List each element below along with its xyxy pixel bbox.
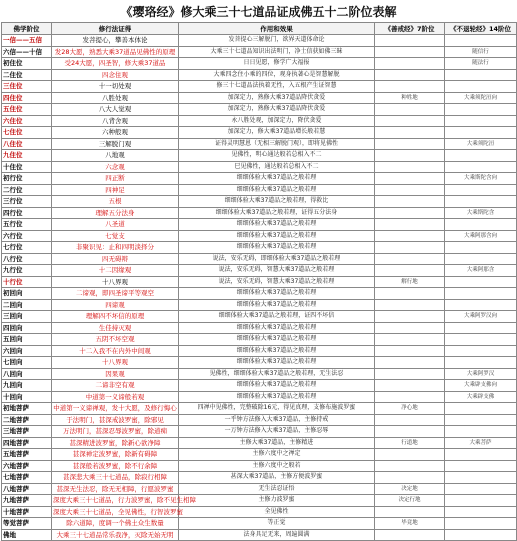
level-cell: 二回向	[2, 299, 52, 311]
level-cell: 三地菩萨	[2, 426, 52, 438]
shanjie-stage-cell	[375, 173, 445, 185]
method-cell: 十八界观	[52, 357, 179, 369]
level-cell: 二地菩萨	[2, 414, 52, 426]
table-row	[2, 311, 517, 323]
table-row	[2, 138, 517, 150]
level-cell: 八地菩萨	[2, 483, 52, 495]
shanjie-stage-cell	[375, 357, 445, 369]
effect-cell: 细细体验大乘37道品之般若理	[179, 391, 375, 403]
shanjie-stage-cell: 种姓地	[375, 92, 445, 104]
effect-cell: 四禅中见佛性，完整破除16元，得见真理，支修布施波罗蜜	[179, 403, 375, 415]
butuilun-stage-cell: 大乘须陀洹	[445, 138, 517, 150]
method-cell: 四谛观	[52, 299, 179, 311]
butuilun-stage-cell	[445, 288, 517, 300]
table-row	[2, 184, 517, 196]
effect-cell: 细细体验大乘37道品之般若理	[179, 380, 375, 392]
method-cell: 除六道障，度调一个佛土众生数量	[52, 518, 179, 530]
level-cell: 六行位	[2, 230, 52, 242]
table-row	[2, 414, 517, 426]
shanjie-stage-cell	[375, 253, 445, 265]
butuilun-stage-cell: 大乘辟支佛向	[445, 380, 517, 392]
shanjie-stage-cell	[375, 127, 445, 139]
level-cell: 二住位	[2, 69, 52, 81]
header-shanjie: 《善戒经》7阶位	[375, 23, 445, 35]
butuilun-stage-cell	[445, 35, 517, 47]
effect-cell: 细细体验大乘37道品之般若理	[179, 173, 375, 185]
level-cell: 五住位	[2, 104, 52, 116]
effect-cell: 细细体验大乘37道品之般若理	[179, 334, 375, 346]
level-cell: 九回向	[2, 380, 52, 392]
effect-cell: 一万钟方法修入大乘37道品，主修忍辱	[179, 426, 375, 438]
butuilun-stage-cell	[445, 483, 517, 495]
level-cell: 七行位	[2, 242, 52, 254]
shanjie-stage-cell: 解行地	[375, 276, 445, 288]
method-cell: 中道第一义谛禅观，发十大愿，及修行悔心	[53, 404, 177, 413]
method-cell: 于法明门，甚深戒波罗蜜，除邪见	[52, 414, 179, 426]
level-cell: 五回向	[2, 334, 52, 346]
method-cell: 甚深禅定波罗蜜，除新有碍障	[52, 449, 179, 461]
method-cell: 甚深悲大乘三十七道品，除寂行相障	[52, 472, 179, 484]
level-cell: 佛地	[2, 529, 52, 541]
method-cell: 深度大乘三十七道品，行力波罗蜜，除不见生相障	[53, 496, 196, 505]
shanjie-stage-cell	[375, 506, 445, 518]
level-cell: 四行位	[2, 207, 52, 219]
table-row	[2, 391, 517, 403]
butuilun-stage-cell	[445, 184, 517, 196]
effect-cell: 加深定力，熟修大乘37道品降伏贪爱	[179, 92, 375, 104]
table-row	[2, 380, 517, 392]
level-cell: 九地菩萨	[2, 495, 52, 507]
level-cell: 五行位	[2, 219, 52, 231]
method-cell: 二谛观，即四圣谛平等观空	[52, 288, 179, 300]
butuilun-stage-cell	[445, 357, 517, 369]
method-cell: 十二入我不在内外中间观	[52, 345, 179, 357]
table-row	[2, 288, 517, 300]
level-cell: 二行位	[2, 184, 52, 196]
shanjie-stage-cell	[375, 46, 445, 58]
level-cell: 八回向	[2, 368, 52, 380]
effect-cell: 一乎钟方法修入大乘37道品，主修持戒	[179, 414, 375, 426]
method-cell: 七觉支	[52, 230, 179, 242]
table-row	[2, 104, 517, 116]
table-row	[2, 242, 517, 254]
method-cell: 发菩提心，攀善本体论	[52, 35, 179, 47]
method-cell: 八地观	[52, 150, 179, 162]
butuilun-stage-cell	[445, 472, 517, 484]
method-cell: 五根	[52, 196, 179, 208]
header-level: 佛学阶位	[2, 23, 52, 35]
level-cell: 初住位	[2, 58, 52, 70]
effect-cell: 说法，安乐无碍，即细体验大乘37道品之般若理	[179, 253, 375, 265]
shanjie-stage-cell	[375, 242, 445, 254]
method-cell: 十二因缘观	[52, 265, 179, 277]
method-cell: 六种般观	[52, 127, 179, 139]
butuilun-stage-cell: 大乘辟支佛	[445, 391, 517, 403]
method-cell: 受24大愿，四圣智，修大乘37道品	[52, 58, 179, 70]
level-cell: 六地菩萨	[2, 460, 52, 472]
table-row	[2, 357, 517, 369]
method-cell: 四神足	[52, 184, 179, 196]
effect-cell: 细细体验大乘37道品之般若理，证得五分法身	[179, 207, 375, 219]
effect-cell: 等正觉	[179, 518, 375, 530]
level-cell: 七回向	[2, 357, 52, 369]
butuilun-stage-cell	[445, 81, 517, 93]
shanjie-stage-cell	[375, 230, 445, 242]
level-cell: 初行位	[2, 173, 52, 185]
shanjie-stage-cell	[375, 414, 445, 426]
table-row	[2, 219, 517, 231]
effect-cell: 细细体验大乘37道品之般若理，得救比	[179, 196, 375, 208]
shanjie-stage-cell	[375, 288, 445, 300]
effect-cell: 甚深大乘37道品，主修方便波罗蜜	[179, 472, 375, 484]
shanjie-stage-cell	[375, 449, 445, 461]
shanjie-stage-cell	[375, 81, 445, 93]
level-cell: 十回向	[2, 391, 52, 403]
butuilun-stage-cell: 大乘阿那含向	[445, 230, 517, 242]
effect-cell: 无生法忍证悟	[179, 483, 375, 495]
shanjie-stage-cell	[375, 345, 445, 357]
butuilun-stage-cell	[445, 529, 517, 541]
butuilun-stage-cell	[445, 345, 517, 357]
table-row	[2, 207, 517, 219]
header-butuilun: 《不退轮经》14阶位	[445, 23, 517, 35]
shanjie-stage-cell	[375, 322, 445, 334]
table-row	[2, 161, 517, 173]
butuilun-stage-cell	[445, 242, 517, 254]
shanjie-stage-cell: 净心地	[375, 403, 445, 415]
method-cell: 甚深精进波罗蜜，除新心欲净障	[52, 437, 179, 449]
butuilun-stage-cell: 随信行	[445, 46, 517, 58]
table-row	[2, 81, 517, 93]
table-row	[2, 449, 517, 461]
shanjie-stage-cell	[375, 380, 445, 392]
level-cell: 四回向	[2, 322, 52, 334]
butuilun-stage-cell: 大乘斯陀含向	[445, 173, 517, 185]
effect-cell: 主修力波罗蜜	[179, 495, 375, 507]
method-cell: 八圣道	[52, 219, 179, 231]
shanjie-stage-cell	[375, 368, 445, 380]
effect-cell: 永八胜处观，加深定力，降伏贪爱	[179, 115, 375, 127]
table-row	[2, 299, 517, 311]
shanjie-stage-cell	[375, 138, 445, 150]
effect-cell: 主修六度中之禅定	[179, 449, 375, 461]
butuilun-stage-cell: 随法行	[445, 58, 517, 70]
method-cell: 四正断	[52, 173, 179, 185]
level-cell: 初回向	[2, 288, 52, 300]
level-cell: 三行位	[2, 196, 52, 208]
level-cell: 四地菩萨	[2, 437, 52, 449]
butuilun-stage-cell	[445, 161, 517, 173]
table-row	[2, 322, 517, 334]
table-row	[2, 495, 517, 507]
shanjie-stage-cell	[375, 161, 445, 173]
effect-cell: 法身具足无来，周遍圆满	[179, 529, 375, 541]
effect-cell: 细细体验大乘37道品之般若理	[179, 345, 375, 357]
method-cell: 十一切处观	[52, 81, 179, 93]
level-cell: 六信——十信	[2, 46, 52, 58]
effect-cell: 说法，安乐无碍，智慧大乘37道品之般若理	[179, 265, 375, 277]
method-cell: 深度大乘三十七道品，全见佛性，行智波罗蜜	[53, 507, 183, 516]
table-row	[2, 173, 517, 185]
butuilun-stage-cell	[445, 322, 517, 334]
table-row	[2, 58, 517, 70]
table-row	[2, 265, 517, 277]
butuilun-stage-cell	[445, 518, 517, 530]
butuilun-stage-cell	[445, 127, 517, 139]
method-cell: 五阴不坏空观	[52, 334, 179, 346]
shanjie-stage-cell: 毕竟地	[375, 518, 445, 530]
method-cell: 中道第一义谛般若观	[52, 391, 179, 403]
shanjie-stage-cell	[375, 196, 445, 208]
table-row	[2, 460, 517, 472]
shanjie-stage-cell	[375, 115, 445, 127]
method-cell: 生佳持灭观	[52, 322, 179, 334]
shanjie-stage-cell	[375, 207, 445, 219]
shanjie-stage-cell	[375, 472, 445, 484]
effect-cell: 细细体验大乘37道品之般若理	[179, 288, 375, 300]
level-cell: 四住位	[2, 92, 52, 104]
butuilun-stage-cell	[445, 299, 517, 311]
method-cell: 三解脱门观	[52, 138, 179, 150]
table-row	[2, 403, 517, 415]
method-cell: 甚深无生法忍，除无无相障，行愿波罗蜜	[52, 483, 179, 495]
butuilun-stage-cell: 大乘斯陀含	[445, 207, 517, 219]
butuilun-stage-cell	[445, 150, 517, 162]
butuilun-stage-cell	[445, 495, 517, 507]
method-cell: 因果观	[52, 368, 179, 380]
effect-cell: 日日见愿，修学广大福报	[179, 58, 375, 70]
effect-cell: 见佛性，细细体验大乘37道品之般若理，无生法忍	[179, 368, 375, 380]
effect-cell: 巳见佛性，通达般若总相入不二	[179, 161, 375, 173]
butuilun-stage-cell: 大乘菩萨	[445, 437, 517, 449]
level-cell: 八住位	[2, 138, 52, 150]
level-cell: 九住位	[2, 150, 52, 162]
level-cell: 三住位	[2, 81, 52, 93]
method-cell: 理解四不坏信的原理	[52, 311, 179, 323]
effect-cell: 全见佛性	[179, 506, 375, 518]
butuilun-stage-cell	[445, 69, 517, 81]
table-body	[2, 35, 517, 541]
shanjie-stage-cell	[375, 265, 445, 277]
butuilun-stage-cell	[445, 506, 517, 518]
level-cell: 六回向	[2, 345, 52, 357]
butuilun-stage-cell	[445, 414, 517, 426]
method-cell: 八大人觉观	[52, 104, 179, 116]
shanjie-stage-cell: 决定行地	[375, 495, 445, 507]
butuilun-stage-cell	[445, 219, 517, 231]
shanjie-stage-cell	[375, 334, 445, 346]
table-row	[2, 506, 517, 518]
method-cell: 二谛非空有观	[52, 380, 179, 392]
method-cell: 发28大愿，熟悉大乘37道品见佛性的原理	[52, 46, 179, 58]
butuilun-stage-cell	[445, 460, 517, 472]
effect-cell: 见佛性，明心通达般若总相入不二	[179, 150, 375, 162]
table-row	[2, 426, 517, 438]
table-row	[2, 334, 517, 346]
level-cell: 九行位	[2, 265, 52, 277]
table-row	[2, 518, 517, 530]
header-row	[2, 23, 517, 35]
level-cell: 初地菩萨	[2, 403, 52, 415]
level-cell: 十住位	[2, 161, 52, 173]
shanjie-stage-cell	[375, 150, 445, 162]
effect-cell: 说法，安乐无碍，智慧大乘37道品之般若理	[179, 276, 375, 288]
butuilun-stage-cell	[445, 426, 517, 438]
table-row	[2, 35, 517, 47]
shanjie-stage-cell	[375, 460, 445, 472]
effect-cell: 主修六度中之般若	[179, 460, 375, 472]
method-cell: 四念住观	[52, 69, 179, 81]
method-cell: 万法明门，甚深忍辱波罗蜜，除道痴	[52, 426, 179, 438]
butuilun-stage-cell	[445, 104, 517, 116]
effect-cell: 大乘四念住小乘的四位，观身执著心是智慧解脱	[179, 69, 375, 81]
table-row	[2, 276, 517, 288]
butuilun-stage-cell: 大乘阿罗汉	[445, 368, 517, 380]
effect-cell: 细细体验大乘37道品之般若理	[179, 184, 375, 196]
table-row	[2, 115, 517, 127]
table-row	[2, 46, 517, 58]
method-cell: 非聚识见：止和四明淡择分	[52, 242, 179, 254]
shanjie-stage-cell	[375, 69, 445, 81]
table-row	[2, 437, 517, 449]
effect-cell: 细细体验大乘37道品之般若理	[179, 230, 375, 242]
level-cell: 等觉菩萨	[2, 518, 52, 530]
butuilun-stage-cell: 大乘阿罗汉向	[445, 311, 517, 323]
level-cell: 八行位	[2, 253, 52, 265]
effect-cell: 细细体验大乘37道品之般若理，证四不坏信	[179, 311, 375, 323]
effect-cell: 大乘三十七道品知识出法明门，净土信获如佛三昧	[179, 46, 375, 58]
effect-cell: 主修大乘37道品，主修精进	[179, 437, 375, 449]
level-cell: 一信——五信	[2, 35, 52, 47]
effect-cell: 细细体验大乘37道品之般若理	[179, 242, 375, 254]
effect-cell: 细细体验大乘37道品之般若理	[179, 322, 375, 334]
butuilun-stage-cell	[445, 334, 517, 346]
shanjie-stage-cell	[375, 219, 445, 231]
effect-cell: 加深定力，熟修大乘37道品降伏贪爱	[179, 104, 375, 116]
butuilun-stage-cell	[445, 276, 517, 288]
table-row	[2, 253, 517, 265]
header-method: 修行法证得	[52, 23, 179, 35]
butuilun-stage-cell	[445, 449, 517, 461]
method-cell: 六念观	[52, 161, 179, 173]
butuilun-stage-cell: 大乘阿那含	[445, 265, 517, 277]
table-row	[2, 150, 517, 162]
effect-cell: 细细体验大乘37道品之般若理	[179, 299, 375, 311]
method-cell: 八背舍观	[52, 115, 179, 127]
shanjie-stage-cell	[375, 58, 445, 70]
shanjie-stage-cell	[375, 391, 445, 403]
butuilun-stage-cell	[445, 196, 517, 208]
level-cell: 三回向	[2, 311, 52, 323]
level-cell: 六住位	[2, 115, 52, 127]
shanjie-stage-cell	[375, 311, 445, 323]
effect-cell: 修三十七道品法执着无性，入五根产生证智慧	[179, 81, 375, 93]
shanjie-stage-cell	[375, 184, 445, 196]
method-cell: 四无碍辩	[52, 253, 179, 265]
butuilun-stage-cell	[445, 403, 517, 415]
shanjie-stage-cell	[375, 104, 445, 116]
butuilun-stage-cell	[445, 253, 517, 265]
level-cell: 十行位	[2, 276, 52, 288]
method-cell: 大乘三十七道品常乐我净，灭除无始无明	[52, 529, 179, 541]
header-effect: 作用和效果	[179, 23, 375, 35]
table-row	[2, 368, 517, 380]
method-cell: 理解五分法身	[52, 207, 179, 219]
shanjie-stage-cell: 决定地	[375, 483, 445, 495]
effect-cell: 发菩提心三解脱门，欲界天道体命论	[179, 35, 375, 47]
page-title: 《璎珞经》修大乘三十七道品证成佛五十二阶位表解	[120, 4, 397, 19]
effect-cell: 证得灵明慧恩（无相三解脱门观），即将见佛性	[179, 138, 375, 150]
table-row	[2, 196, 517, 208]
shanjie-stage-cell: 行道地	[375, 437, 445, 449]
table-row	[2, 483, 517, 495]
level-cell: 七住位	[2, 127, 52, 139]
level-cell: 七地菩萨	[2, 472, 52, 484]
butuilun-stage-cell	[445, 115, 517, 127]
table-row	[2, 69, 517, 81]
method-cell: 甚深般若波罗蜜，除不行余障	[52, 460, 179, 472]
effect-cell: 细细体验大乘37道品之般若理	[179, 219, 375, 231]
shanjie-stage-cell	[375, 35, 445, 47]
table-row	[2, 127, 517, 139]
table-row	[2, 345, 517, 357]
method-cell: 十八界观	[52, 276, 179, 288]
shanjie-stage-cell	[375, 529, 445, 541]
table-row	[2, 230, 517, 242]
table-row	[2, 472, 517, 484]
table-row	[2, 529, 517, 541]
method-cell: 八胜处观	[52, 92, 179, 104]
stage-table	[1, 22, 517, 541]
level-cell: 十地菩萨	[2, 506, 52, 518]
shanjie-stage-cell	[375, 299, 445, 311]
butuilun-stage-cell: 大乘须陀洹向	[445, 92, 517, 104]
table-row	[2, 92, 517, 104]
effect-cell: 加深定力，修大乘37道品增长般若慧	[179, 127, 375, 139]
effect-cell: 细细体验大乘37道品之般若理	[179, 357, 375, 369]
level-cell: 五地菩萨	[2, 449, 52, 461]
shanjie-stage-cell	[375, 426, 445, 438]
